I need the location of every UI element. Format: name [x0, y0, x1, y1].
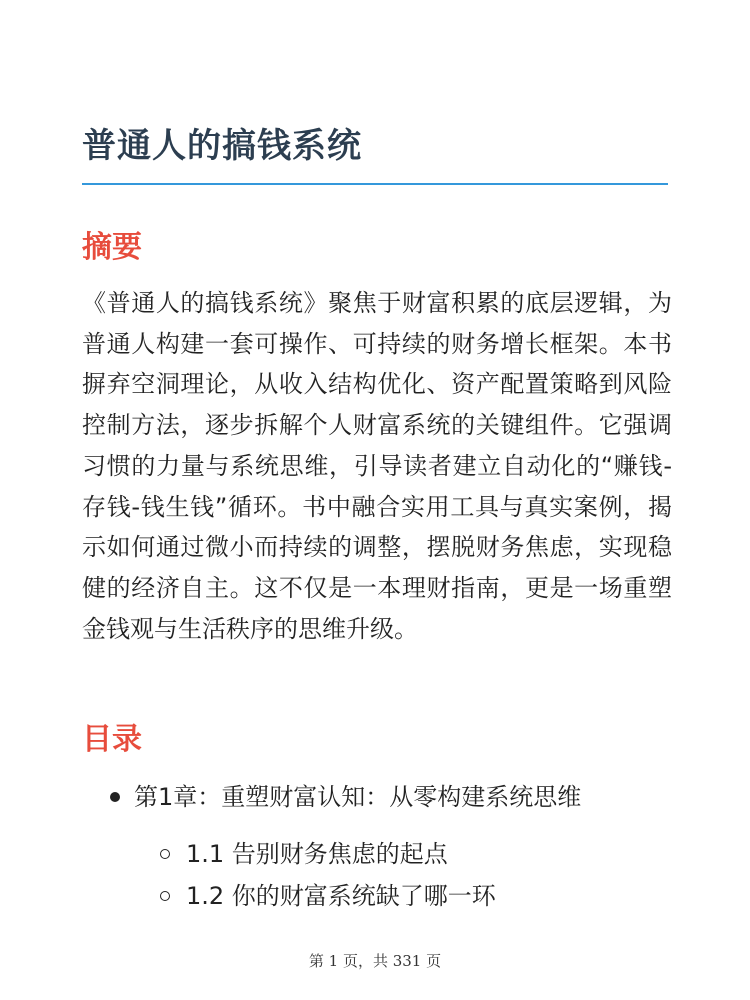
toc-chapter-label: 第1章：重塑财富认知：从零构建系统思维	[134, 783, 582, 811]
toc-chapter-item[interactable]	[110, 780, 581, 814]
bullet-circle-icon	[160, 849, 170, 859]
toc-section-label: 1.2 你的财富系统缺了哪一环	[186, 882, 496, 910]
toc-heading: 目录	[82, 722, 142, 757]
page-number-footer: 第 1 页，共 331 页	[308, 952, 442, 970]
abstract-paragraph: 《普通人的搞钱系统》聚焦于财富积累的底层逻辑，为普通人构建一套可操作、可持续的财务增长框架。本书摒弃空洞理论，从收入结构优化、资产配置策略到风险控制方法，逐步拆解个人财富系统的关键组件。它强调习惯的力量与系统思维，引导读者建立自动化的“赚钱-存钱-钱生钱”循环。书中融合实用工具与真实案例，揭示如何通过微小而持续的调整，摆脱财务焦虑，实现稳健的经济自主。这不仅是一本理财指南，更是一场重塑金钱观与生活秩序的思维升级。	[82, 289, 672, 643]
bullet-disc-icon	[110, 792, 120, 802]
bullet-circle-icon	[160, 891, 170, 901]
abstract-heading: 摘要	[82, 230, 142, 265]
toc-section-item[interactable]	[160, 837, 448, 871]
toc-section-label: 1.1 告别财务焦虑的起点	[186, 840, 448, 868]
page-title: 普通人的搞钱系统	[82, 126, 362, 166]
title-divider	[82, 183, 668, 185]
toc-section-item[interactable]	[160, 879, 496, 913]
